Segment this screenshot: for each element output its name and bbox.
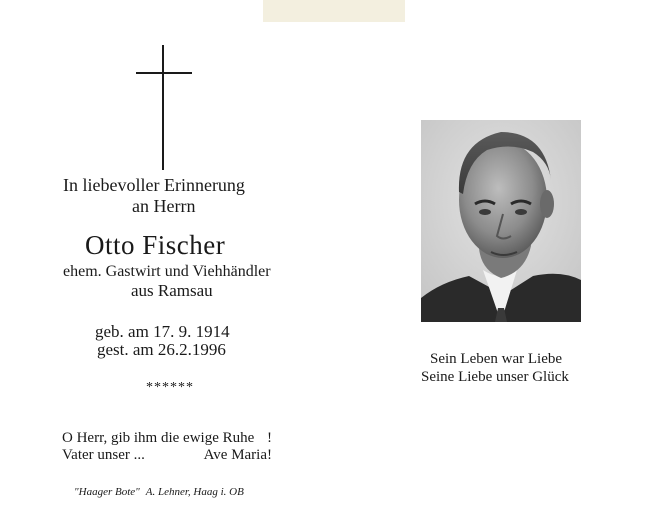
- prayer-line-2: [62, 447, 272, 464]
- deceased-name: Otto Fischer: [85, 230, 226, 260]
- cross-icon: [136, 45, 192, 170]
- occupation: ehem. Gastwirt und Viehhändler: [63, 263, 271, 280]
- prayer-line-1: [62, 430, 272, 447]
- prayer-line-1-text: O Herr, gib ihm die ewige Ruhe: [62, 430, 255, 446]
- printer-details: A. Lehner, Haag i. OB: [145, 486, 244, 498]
- memory-heading: In liebevoller Erinnerung: [63, 175, 245, 195]
- hometown: aus Ramsau: [131, 281, 213, 300]
- birth-date: geb. am 17. 9. 1914: [95, 322, 230, 341]
- prayer-line-1-end: !: [267, 430, 272, 446]
- prayer-line-2-end: Ave Maria!: [203, 447, 272, 463]
- printer-publisher: "Haager Bote": [74, 486, 140, 498]
- tape-strip: [263, 0, 405, 22]
- separator: ******: [146, 380, 194, 395]
- death-date: gest. am 26.2.1996: [97, 340, 226, 359]
- prayer-line-2-text: Vater unser ...: [62, 447, 145, 463]
- caption-line-1: Sein Leben war Liebe: [430, 351, 563, 367]
- caption-line-2: Seine Liebe unser Glück: [421, 369, 569, 385]
- printer-credit: [74, 486, 244, 498]
- portrait-photo: [421, 120, 581, 322]
- addressee: an Herrn: [132, 196, 196, 216]
